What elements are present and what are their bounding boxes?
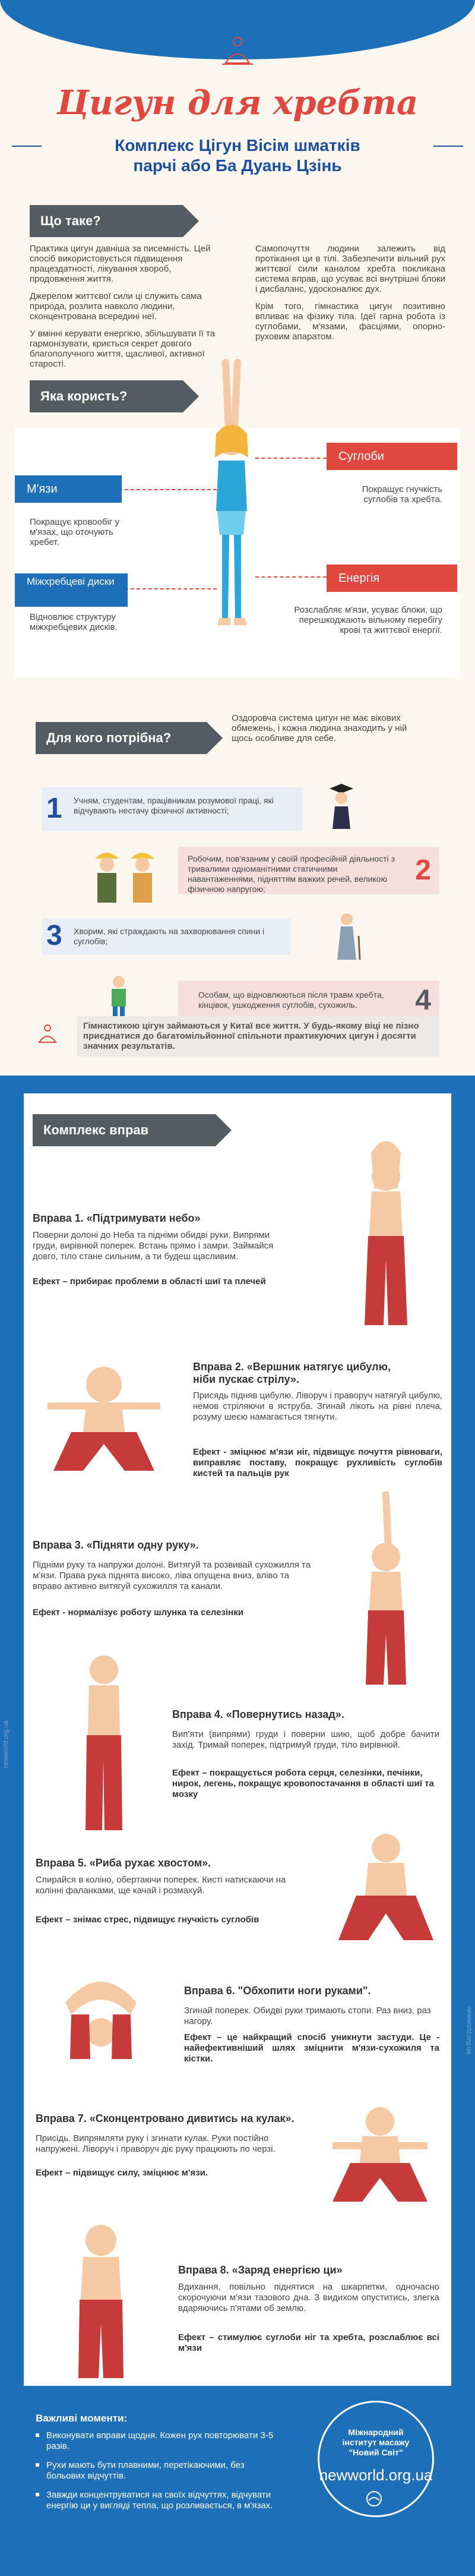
exercise-5-effect: Ефект – знімає стрес, підвищує гнучкість суглобів xyxy=(36,1915,259,1925)
lotus-icon-small xyxy=(36,1022,59,1046)
exercise-2-text: Присядь підняв цибулю. Ліворуч і праворуч натягуй цибулю, немов стріляючи в яструба. Згинай лікоть на рівні плеча, розуму шеєю намагається тягнути. xyxy=(193,1391,442,1422)
exercise-4-title: Вправа 4. «Повернутись назад». xyxy=(172,1708,344,1720)
site-link[interactable]: newworld.org.ua xyxy=(319,2466,433,2484)
joints-connector xyxy=(255,458,327,459)
exercise-1-text: Поверни долоні до Неба та підніми обидві руки. Випрями груди, вирівнюй поперек. Встань прямо і замри. Займайся довго, тіло стане сильним, а ти будеш щасливим. xyxy=(33,1230,274,1262)
exercise-8-title: Вправа 8. «Заряд енергією ци» xyxy=(178,2264,343,2276)
tip-text-2: Рухи мають бути плавними, перетікаючими, без больових відчуттів. xyxy=(46,2460,245,2481)
what-right-text xyxy=(255,244,445,342)
what-heading: Що таке? xyxy=(30,205,183,237)
complex-heading: Комплекс вправ xyxy=(33,1114,216,1146)
exercise-1-effect: Ефект – прибирає проблеми в області шиї та плечей xyxy=(33,1276,266,1287)
exercise-5-figure xyxy=(332,1830,439,1943)
who-item-2 xyxy=(178,847,439,894)
exercise-1-figure xyxy=(350,1129,422,1331)
muscles-connector xyxy=(107,489,217,490)
exercise-8-text: Вдихання, повільно піднятися на шкарпетки, одночасно скорочуючи м'язи тазового дна. З видихом опуститись, злегка вдаряючись п'ятами об землю. xyxy=(178,2282,439,2313)
energy-connector xyxy=(255,576,327,578)
exercise-7-text: Присідь. Випрямляти руку і згинати кулак. Руки постійно напружені. Ліворуч і праворуч діє руку працюють по черзі. xyxy=(36,2133,276,2154)
exercise-7-title: Вправа 7. «Сконцентровано дивитись на кулак». xyxy=(36,2112,294,2124)
tip-item xyxy=(36,2490,285,2511)
who-item-4-number: 4 xyxy=(415,985,431,1016)
exercise-8-figure xyxy=(59,2222,142,2383)
logo-line1: Міжнародний xyxy=(348,2427,404,2437)
side-url-left: newworld.org.ua xyxy=(2,1720,10,1768)
subtitle-line2: парчі або Ба Дуань Цзінь xyxy=(133,156,342,175)
joints-text: Покращує гнучкість суглобів та хребта. xyxy=(362,484,442,505)
muscles-text: Покращує кровообіг у м'язах, що оточують хребет. xyxy=(30,517,119,547)
lotus-icon xyxy=(220,33,255,69)
exercise-7-figure xyxy=(321,2104,439,2205)
who-item-1 xyxy=(42,787,303,831)
exercise-5-title: Вправа 5. «Риба рухає хвостом». xyxy=(36,1857,211,1869)
exercise-1-title: Вправа 1. «Підтримувати небо» xyxy=(33,1212,201,1224)
who-intro: Оздоровча система цигун не має вікових обмежень, і кожна людина знаходить у ній щось особливе для себе. xyxy=(232,713,407,743)
exercise-2-effect: Ефект - зміцнює м'язи ніг, підвищує почуття рівноваги, виправляє поставу, покращує рухливість суглобів кистей та пальців рук xyxy=(193,1447,442,1478)
workers-icon xyxy=(89,847,172,906)
discs-connector xyxy=(113,588,217,589)
benefit-heading: Яка користь? xyxy=(30,380,183,412)
exercise-2-figure xyxy=(36,1361,172,1474)
what-right-p2: Крім того, гімнастика цигун позитивно впливає на фізику тіла. Ідеї гарна робота із суглобами, м'язами, фасціями, опорно-руховим апаратом. xyxy=(255,301,445,342)
what-left-text xyxy=(30,244,220,369)
graduate-icon xyxy=(327,781,356,829)
who-note: Гімнастикою цігун займаються у Китаї все життя. У будь-якому віці не пізно приєднатися до багатомільйонної спільноти практикуючих цигун і досягти значних результатів. xyxy=(83,1021,419,1051)
what-left-p3: У вмінні керувати енергією, збільшувати її та гармонізувати, криється секрет довгого благополучного життя, щасливої, активної старості. xyxy=(30,329,216,369)
subtitle-line1: Комплекс Цігун Вісім шматків xyxy=(115,136,360,155)
page-title: Цигун для хребта xyxy=(56,83,419,122)
logo-line3: "Новий Світ" xyxy=(349,2448,403,2457)
exercise-3-figure xyxy=(350,1492,422,1688)
discs-label: Міжхребцеві диски xyxy=(15,573,128,607)
discs-text: Відновлює структуру міжхребцевих дисків. xyxy=(30,612,118,632)
exercise-7-effect: Ефект – підвищує силу, зміцнює м'язи. xyxy=(36,2168,208,2178)
exercise-3-text: Підніми руку та напружи долоні. Витягуй та розвивай сухожилля та м'язи. Права рука піднята високо, ліва опущена вниз, вліво та вправо активно витягуй сухожилля та канали. xyxy=(33,1560,311,1591)
exercise-4-effect: Ефект – покращується робота серця, селезінки, печінки, нирок, легень, покращує кровопостачання в області шиї та мозку xyxy=(172,1768,434,1799)
bullet-icon xyxy=(36,2433,39,2437)
page-subtitle xyxy=(36,135,439,176)
exercise-4-figure xyxy=(65,1652,142,1836)
exercise-2-title: Вправа 2. «Вершник натягує цибулю, ніби пускає стрілу». xyxy=(193,1361,391,1385)
energy-label: Енергія xyxy=(327,565,457,592)
who-item-3 xyxy=(42,918,291,955)
exercise-8-effect: Ефект – стимулює суглоби ніг та хребта, розслаблює всі м'язи xyxy=(178,2332,439,2353)
tip-text-1: Виконувати вправи щодня. Кожен рух повторювати 3-5 разів. xyxy=(46,2430,274,2451)
what-right-p1: Самопочуття людини залежить від протікання ци в тілі. Забезпечити вільний рух життєвої сили каналом хребта покликана система вправ, що усуває всі внутрішні блоки і дисбаланс, удосконалює дух. xyxy=(255,244,445,294)
exercise-6-text: Згинай поперек. Обидві руки тримають стопи. Раз вниз, раз нагору. xyxy=(184,2006,431,2026)
who-item-3-number: 3 xyxy=(46,920,62,951)
bullet-icon xyxy=(36,2493,39,2496)
exercise-6-figure xyxy=(53,1967,148,2062)
tip-item xyxy=(36,2430,285,2452)
who-item-4-text: Особам, що відновлюються після травм хребта, кінцівок, ушкодження суглобів, сухожиль. xyxy=(198,990,384,1010)
tip-text-3: Завжди концентруватися на своїх відчуттях, відчувати енергію ци у вигляді тепла, що розливається, в м'язах. xyxy=(46,2490,273,2511)
tips-list xyxy=(36,2430,285,2511)
energy-text: Розслабляє м'язи, усуває блоки, що перешкоджають вільному перебігу крові та життєвої енергії. xyxy=(294,605,442,635)
elder-icon xyxy=(332,912,362,960)
logo-emblem-icon xyxy=(365,2490,383,2508)
side-url-right: newworld.org.ua xyxy=(466,2006,473,2054)
tips-heading: Важливі моменти: xyxy=(36,2413,128,2424)
exercise-4-text: Вип'яти (випрями) груди і поверни шию, щоб добре бачити захід. Тримай поперек, підтримуй груди, тіло вирівнюй. xyxy=(172,1729,439,1750)
bullet-icon xyxy=(36,2463,39,2467)
muscles-label: М'язи xyxy=(15,475,122,503)
logo-line2: інститут масажу xyxy=(342,2438,410,2447)
tip-item xyxy=(36,2460,285,2482)
what-left-p2: Джерелом життєвої сили ці служить сама природа, розлита навколо людини, сконцентрована всередині неї. xyxy=(30,291,202,321)
who-item-1-number: 1 xyxy=(46,793,62,824)
joints-label: Суглоби xyxy=(327,443,457,470)
exercise-3-title: Вправа 3. «Підняти одну руку». xyxy=(33,1539,199,1551)
who-item-3-text: Хворим, які страждають на захворювання спини і суглобів; xyxy=(74,926,265,946)
exercise-5-text: Спирайся в коліно, обертаючи поперек. Кисті натискаючи на колінні фаланками, ще качай і розмахуй. xyxy=(36,1875,286,1896)
exercise-3-effect: Ефект - нормалізує роботу шлунка та селезінки xyxy=(33,1607,243,1618)
woman-figure xyxy=(190,357,273,636)
who-item-2-text: Робочим, пов'язаним у своїй професійній діяльності з тривалими одноманітними статичними навантаженнями, підняттям важких речей, великою фізичною напругою; xyxy=(188,854,395,894)
who-heading: Для кого потрібна? xyxy=(36,722,207,754)
what-left-p1: Практика цигун давніша за писемність. Цей спосіб використовується підвищення працездатності, лікування хвороб, продовження життя. xyxy=(30,244,211,284)
logo-text xyxy=(318,2427,434,2458)
exercise-6-title: Вправа 6. "Обхопити ноги руками". xyxy=(184,1985,371,1997)
who-item-1-text: Учням, студентам, працівникам розумової праці, які відчувають нестачу фізичної активності; xyxy=(74,796,274,815)
who-item-2-number: 2 xyxy=(415,855,431,886)
exercise-6-effect: Ефект – це найкращий спосіб уникнути застуди. Це - найефективніший шлях зміцнити м'язи-сухожиля та кістки. xyxy=(184,2032,439,2064)
